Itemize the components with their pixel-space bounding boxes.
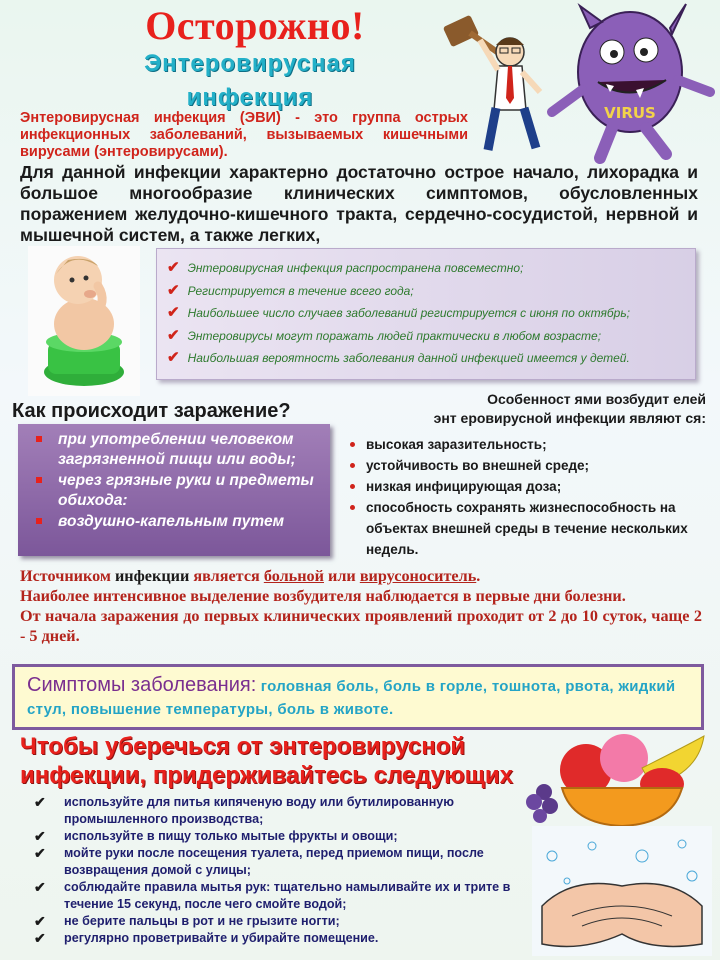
features-heading: Особенност ями возбудит елей энт еровирусной инфекции являют ся: [433,391,706,426]
check-icon: ✔ [34,913,46,929]
prevention-item: ✔ используйте для питья кипяченую воду или бутилированную промышленного производства; [34,794,455,826]
symptoms-text: головная боль, боль в горле, тошнота, рвота, жидкий стул, повышение температуры, боль в животе. [27,678,676,718]
check-icon: ✔ [167,326,180,344]
bullet-square-icon [36,518,42,524]
check-icon: ✔ [34,828,46,844]
transmission-item: при употреблении человеком загрязненной пищи или воды; [34,430,318,469]
poster-subtitle-line2: инфекция [186,84,314,111]
prevention-item: ✔ не берите пальцы в рот и не грызите ногти; [34,913,340,929]
check-icon: ✔ [167,281,180,299]
poster-title: Осторожно! [145,3,365,48]
transmission-list [18,424,330,556]
bullet-dot-icon [350,463,355,468]
poster-subtitle-line1: Энтеровирусная [144,50,356,77]
bullet-square-icon [36,477,42,483]
prevention-item: ✔ используйте в пищу только мытые фрукты и овощи; [34,828,398,844]
feature-item: низкая инфицирующая доза; [346,476,706,497]
transmission-heading: Как происходит заражение? [12,400,291,422]
feature-item: высокая заразительность; [346,434,706,455]
fact-item: ✔ Энтеровирусы могут поражать людей практически в любом возрасте; [167,326,602,344]
check-icon: ✔ [167,349,180,366]
fact-item: ✔ Наибольшее число случаев заболеваний регистрируется с июня по октябрь; [167,304,630,321]
source-line: Источником инфекции является больной или вирусоноситель. [20,567,481,585]
fact-item: ✔ Наибольшая вероятность заболевания данной инфекцией имеется у детей. [167,349,630,366]
fact-item: ✔ Регистрируется в течение всего года; [167,281,414,299]
check-icon: ✔ [34,845,46,861]
bullet-square-icon [36,436,42,442]
transmission-item: через грязные руки и предметы обихода: [34,471,318,510]
prevention-item: ✔ мойте руки после посещения туалета, перед приемом пищи, после возвращения домой с улицы; [34,845,484,877]
symptoms-heading: Симптомы заболевания: [27,674,257,696]
bullet-dot-icon [350,484,355,489]
virus-monster-figure [552,4,710,158]
check-icon: ✔ [167,304,180,321]
check-icon: ✔ [167,259,180,276]
virus-label: VIRUS [604,104,656,122]
prevention-heading: Чтобы уберечься от энтеровирусной инфекции, придерживайтесь следующих [20,733,513,789]
bullet-dot-icon [350,442,355,447]
prevention-list [34,794,534,947]
check-icon: ✔ [34,930,46,946]
prevention-item: ✔ соблюдайте правила мытья рук: тщательно намыливайте их и трите в течение 15 секунд, после чего смойте водой; [34,879,511,911]
bullet-dot-icon [350,505,355,510]
prevention-item: ✔ регулярно проветривайте и убирайте помещение. [34,930,379,946]
baby-on-potty-illustration [28,246,140,396]
running-man-figure [480,38,540,151]
symptoms-box [12,664,704,730]
hand-washing-illustration [532,826,712,956]
fruit-bowl-illustration [522,728,710,828]
fact-item: ✔ Энтеровирусная инфекция распространена повсеместно; [167,259,524,276]
check-icon: ✔ [34,794,46,810]
facts-list [156,248,696,380]
feature-item: способность сохранять жизнеспособность на объектах внешней среды в течение нескольких недель. [346,497,706,560]
features-list [346,434,706,560]
hammer-icon [443,15,500,55]
virus-mascot-illustration [440,0,720,165]
intro-definition: Энтеровирусная инфекция (ЭВИ) - это группа острых инфекционных заболеваний, вызываемых кишечными вирусами (энтеровирусами). [20,110,468,160]
check-icon: ✔ [34,879,46,895]
transmission-item: воздушно-капельным путем [34,512,318,532]
shedding-line: Наиболее интенсивное выделение возбудителя наблюдается в первые дни болезни. [20,587,626,605]
intro-description: Для данной инфекции характерно достаточно острое начало, лихорадка и большое многообразие клинических симптомов, обусловленных поражением желудочно-кишечного тракта, сердечно-сосудистой, нервной и мышечной систем, а также легких, [20,162,698,245]
incubation-line: От начала заражения до первых клинических проявлений проходит от 2 до 10 суток, чаще 2 - 5 дней. [20,607,702,645]
feature-item: устойчивость во внешней среде; [346,455,706,476]
infection-source-section [20,566,702,646]
